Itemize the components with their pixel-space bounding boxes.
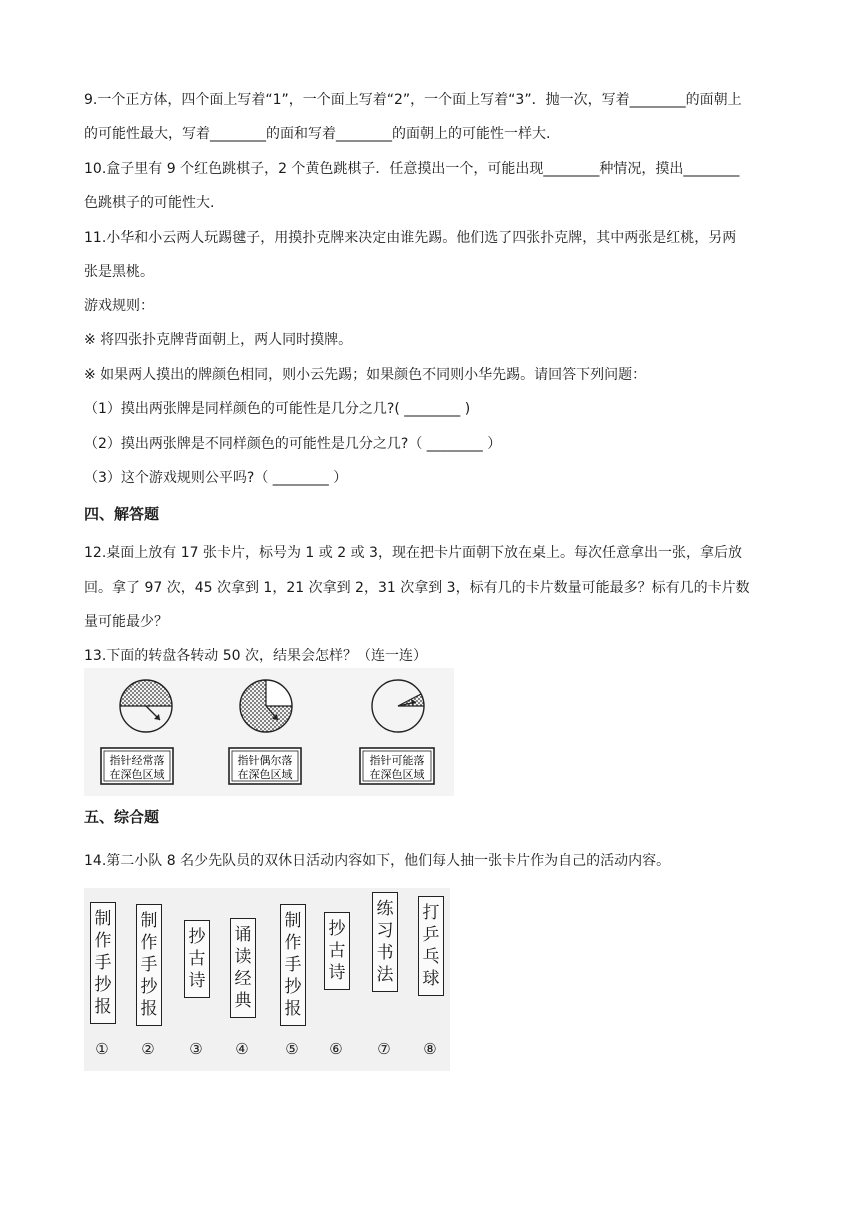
q9-line-1: 9.一个正方体，四个面上写着“1”，一个面上写着“2”，一个面上写着“3”．抛一次，写着________的面朝上	[84, 92, 742, 108]
q11-line-2: 张是黑桃。	[84, 264, 154, 280]
activity-card-label: 诵读经典	[234, 925, 252, 1011]
activity-card-7	[372, 892, 398, 992]
activity-card-1	[90, 902, 116, 1024]
activity-card-number: ①	[95, 1040, 109, 1058]
spinner-label-3-line-2: 在深色区域	[369, 768, 425, 781]
activity-card-number: ⑤	[285, 1040, 299, 1058]
activity-card-label: 制作手抄报	[140, 911, 158, 1019]
spinner-label-box-2	[229, 748, 301, 784]
activity-card-3	[184, 920, 210, 998]
q11-line-1: 11.小华和小云两人玩踢毽子，用摸扑克牌来决定由谁先踢。他们选了四张扑克牌，其中两张是红桃，另两	[84, 230, 737, 246]
activity-card-label: 抄古诗	[328, 919, 346, 983]
section-heading-4: 四、解答题	[84, 505, 160, 523]
activity-card-6	[324, 912, 350, 990]
activity-card-number: ③	[189, 1040, 203, 1058]
q12-line-3: 量可能最少？	[84, 614, 168, 630]
q12-line-1: 12.桌面上放有 17 张卡片，标号为 1 或 2 或 3，现在把卡片面朝下放在桌上。每次任意拿出一张，拿后放	[84, 545, 742, 561]
q12-line-2: 回。拿了 97 次，45 次拿到 1，21 次拿到 2，31 次拿到 3，标有几的卡片数量可能最多？标有几的卡片数	[84, 580, 750, 596]
q11-sub-3: （3）这个游戏规则公平吗?（ ________ ）	[84, 470, 348, 486]
activity-cards-figure	[84, 888, 450, 1071]
q10-line-1: 10.盒子里有 9 个红色跳棋子，2 个黄色跳棋子．任意摸出一个，可能出现________种情况，摸出________	[84, 161, 740, 177]
spinner-3	[372, 680, 424, 732]
activity-card-number: ⑥	[329, 1040, 343, 1058]
spinner-label-2-line-1: 指针偶尔落	[237, 754, 293, 767]
q13-line: 13.下面的转盘各转动 50 次，结果会怎样？（连一连）	[84, 648, 427, 664]
activity-card-label: 打乒乓球	[422, 903, 440, 989]
activity-card-number: ⑧	[423, 1040, 437, 1058]
rule-1: ※ 将四张扑克牌背面朝上，两人同时摸牌。	[84, 332, 353, 348]
spinner-figure	[84, 668, 454, 796]
q9-line-2: 的可能性最大，写着________的面和写着________的面朝上的可能性一样大.	[84, 126, 551, 142]
activity-card-5	[280, 904, 306, 1026]
activity-card-label: 制作手抄报	[94, 909, 112, 1017]
q10-line-2: 色跳棋子的可能性大.	[84, 195, 215, 211]
activity-card-label: 制作手抄报	[284, 911, 302, 1019]
q11-sub-2: （2）摸出两张牌是不同样颜色的可能性是几分之几?（ ________ ）	[84, 436, 502, 452]
spinner-label-box-3	[360, 748, 434, 784]
activity-card-number: ②	[141, 1040, 155, 1058]
q14-line: 14.第二小队 8 名少先队员的双休日活动内容如下，他们每人抽一张卡片作为自己的活动内容。	[84, 853, 671, 869]
activity-card-2	[136, 904, 162, 1026]
activity-card-4	[230, 918, 256, 1018]
spinner-label-3-line-1: 指针可能落	[369, 754, 425, 767]
spinner-label-2-line-2: 在深色区域	[237, 768, 293, 781]
spinner-2	[240, 680, 292, 732]
activity-card-label: 练习书法	[376, 899, 394, 985]
spinner-label-box-1	[101, 748, 173, 784]
game-rules-label: 游戏规则：	[84, 298, 154, 314]
spinner-label-1-line-2: 在深色区域	[109, 768, 165, 781]
activity-card-number: ⑦	[377, 1040, 391, 1058]
rule-2: ※ 如果两人摸出的牌颜色相同，则小云先踢；如果颜色不同则小华先踢。请回答下列问题：	[84, 367, 647, 383]
spinner-label-1-line-1: 指针经常落	[109, 754, 165, 767]
activity-card-number: ④	[235, 1040, 249, 1058]
activity-card-8	[418, 896, 444, 996]
q11-sub-1: （1）摸出两张牌是同样颜色的可能性是几分之几?( ________ )	[84, 401, 471, 417]
activity-card-label: 抄古诗	[188, 927, 206, 991]
section-heading-5: 五、综合题	[84, 808, 160, 826]
